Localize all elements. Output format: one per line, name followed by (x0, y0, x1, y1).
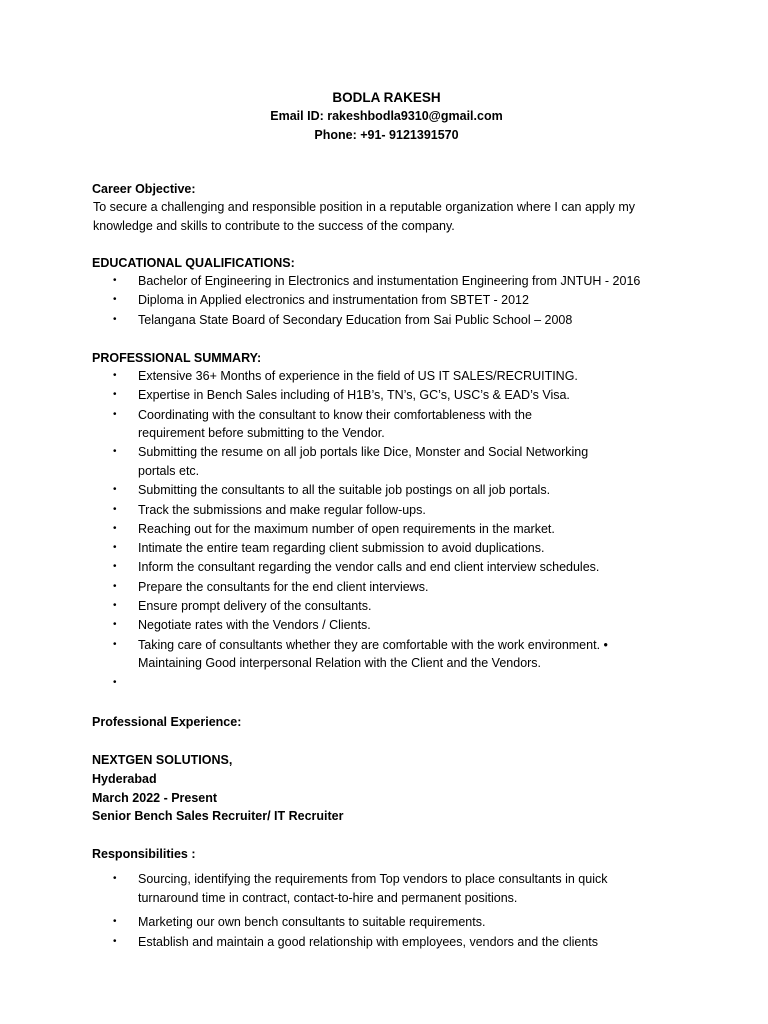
summary-item-text: Taking care of consultants whether they are comfortable with the work environment. • Maintaining Good interpersonal Relation with the Client and the Vendors. (138, 637, 608, 671)
summary-item-text: Coordinating with the consultant to know their comfortableness with the requirement before submitting to the Vendor. (138, 407, 532, 441)
bullet-icon: • (113, 389, 117, 401)
education-title: EDUCATIONAL QUALIFICATIONS: (92, 256, 295, 271)
summary-item-text (138, 674, 658, 693)
summary-item (92, 501, 692, 520)
bullet-icon: • (113, 873, 117, 885)
education-item (92, 272, 692, 291)
summary-list (92, 367, 692, 692)
job-role: Senior Bench Sales Recruiter/ IT Recruiter (92, 809, 344, 824)
summary-item-text: Negotiate rates with the Vendors / Clients. (138, 618, 371, 633)
summary-item (92, 578, 692, 597)
career-objective-line-1: To secure a challenging and responsible position in a reputable organization where I can apply my (93, 200, 636, 214)
bullet-icon: • (113, 542, 117, 554)
bullet-icon: • (113, 916, 117, 928)
phone-line: Phone: +91- 9121391570 (314, 127, 459, 142)
bullet-icon: • (113, 522, 117, 534)
responsibility-item-text: Marketing our own bench consultants to suitable requirements. (138, 915, 486, 930)
summary-item (92, 481, 692, 500)
summary-item (92, 406, 692, 443)
bullet-icon: • (113, 446, 117, 458)
education-item (92, 291, 692, 310)
summary-item-text: Prepare the consultants for the end client interviews. (138, 579, 429, 594)
bullet-icon: • (113, 275, 117, 287)
responsibility-item (92, 913, 692, 932)
company-location: Hyderabad (92, 771, 157, 786)
bullet-icon: • (113, 561, 117, 573)
summary-item-text: Extensive 36+ Months of experience in the field of US IT SALES/RECRUITING. (138, 369, 578, 384)
resume-body (92, 180, 692, 952)
bullet-icon: • (113, 503, 117, 515)
responsibility-item (92, 870, 692, 907)
summary-item-text: Inform the consultant regarding the vendor calls and end client interview schedules. (138, 560, 600, 575)
responsibilities-title: Responsibilities : (92, 847, 196, 862)
bullet-icon: • (113, 638, 117, 650)
experience-title: Professional Experience: (92, 715, 242, 730)
career-objective-line-2: knowledge and skills to contribute to the success of the company. (93, 218, 455, 233)
resume-header (0, 89, 768, 144)
bullet-icon: • (113, 484, 117, 496)
bullet-icon: • (113, 676, 117, 688)
summary-item (92, 520, 692, 539)
summary-item-text: Ensure prompt delivery of the consultants. (138, 599, 372, 614)
education-list (92, 272, 692, 329)
summary-item (92, 539, 692, 558)
summary-item-text: Intimate the entire team regarding client submission to avoid duplications. (138, 541, 545, 556)
email-line: Email ID: rakeshbodla9310@gmail.com (270, 109, 503, 123)
company-name: NEXTGEN SOLUTIONS, (92, 753, 233, 768)
education-item-text: Bachelor of Engineering in Electronics and instumentation Engineering from JNTUH - 2016 (138, 274, 641, 289)
bullet-icon: • (113, 600, 117, 612)
employment-period: March 2022 - Present (92, 790, 218, 805)
summary-title: PROFESSIONAL SUMMARY: (92, 351, 262, 366)
bullet-icon: • (113, 370, 117, 382)
bullet-icon: • (113, 408, 117, 420)
summary-item-text: Reaching out for the maximum number of open requirements in the market. (138, 521, 555, 536)
summary-item-text: Expertise in Bench Sales including of H1B’s, TN’s, GC’s, USC’s & EAD’s Visa. (138, 388, 570, 403)
bullet-icon: • (113, 313, 117, 325)
summary-item-text: Track the submissions and make regular follow-ups. (138, 502, 426, 517)
summary-item-empty (92, 674, 692, 693)
summary-item (92, 616, 692, 635)
summary-item (92, 636, 692, 673)
responsibility-item-text: Establish and maintain a good relationship with employees, vendors and the clients (138, 934, 598, 949)
summary-item (92, 597, 692, 616)
bullet-icon: • (113, 619, 117, 631)
summary-item (92, 367, 692, 386)
summary-item (92, 443, 692, 480)
education-item (92, 311, 692, 330)
responsibilities-list (92, 870, 692, 951)
responsibility-item-text: Sourcing, identifying the requirements from Top vendors to place consultants in quick turnaround time in contract, contact-to-hire and permanent positions. (138, 872, 608, 905)
candidate-name: BODLA RAKESH (332, 90, 441, 105)
bullet-icon: • (113, 935, 117, 947)
career-objective-title: Career Objective: (92, 182, 196, 196)
bullet-icon: • (113, 580, 117, 592)
education-item-text: Diploma in Applied electronics and instrumentation from SBTET - 2012 (138, 293, 529, 308)
education-item-text: Telangana State Board of Secondary Education from Sai Public School – 2008 (138, 312, 573, 327)
responsibility-item (92, 933, 692, 952)
summary-item (92, 558, 692, 577)
summary-item (92, 386, 692, 405)
bullet-icon: • (113, 294, 117, 306)
summary-item-text: Submitting the resume on all job portals like Dice, Monster and Social Networking portals etc. (138, 445, 589, 479)
summary-item-text: Submitting the consultants to all the suitable job postings on all job portals. (138, 483, 551, 498)
